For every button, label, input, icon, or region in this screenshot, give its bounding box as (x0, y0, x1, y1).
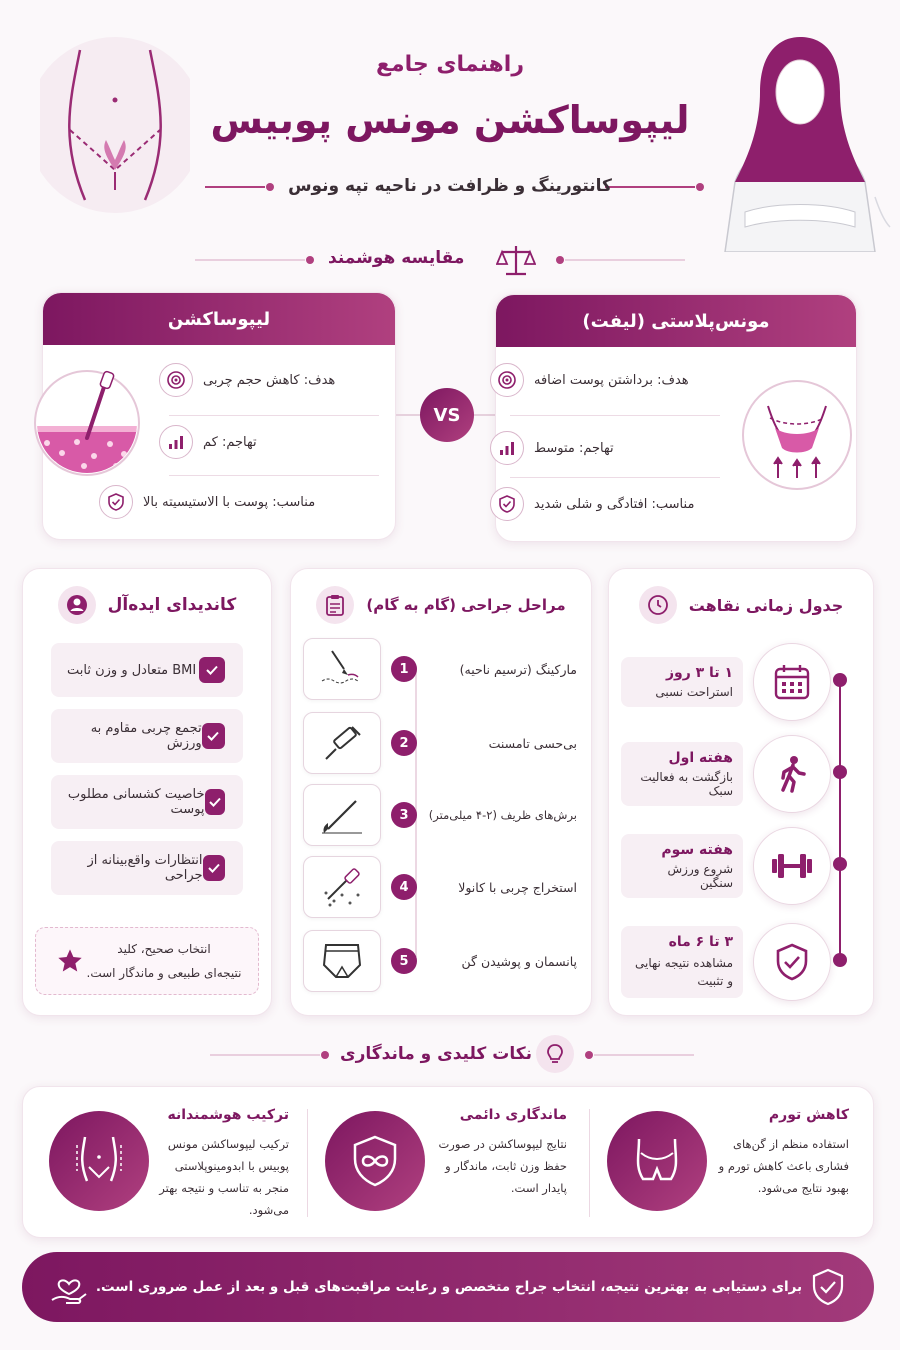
steps-header (291, 585, 591, 625)
check-icon (205, 789, 225, 815)
timeline-item-text: بازگشت به فعالیت سبک (640, 770, 733, 798)
candidate-item-label: خاصیت کشسانی مطلوب پوست (67, 787, 205, 817)
candidate-note-line2: نتیجه‌ای طبیعی و ماندگار است. (86, 966, 242, 980)
title-dot-right (585, 1051, 593, 1059)
tip-divider (307, 1109, 308, 1217)
title-line-left (195, 259, 305, 261)
garment-icon (303, 930, 381, 992)
title-line-right (594, 1054, 694, 1056)
shield-check-icon (753, 923, 831, 1001)
tip-title: ترکیب هوشمندانه (167, 1107, 289, 1123)
monsplasty-suitable: مناسب: افتادگی و شلی شدید (534, 496, 695, 512)
syringe-icon (303, 712, 381, 774)
step-text: برش‌های ظریف (۲-۴ میلی‌متر) (428, 808, 577, 822)
tip-item (31, 1087, 301, 1237)
step-text: مارکینگ (ترسیم ناحیه) (459, 661, 577, 677)
calendar-icon (753, 643, 831, 721)
lift-abdomen-icon (740, 378, 854, 492)
monsplasty-suitable-row (490, 487, 720, 521)
title-line-right (565, 259, 685, 261)
clock-icon (639, 586, 677, 624)
candidate-item-label: BMI متعادل و وزن ثابت (67, 662, 197, 678)
step-number: 4 (391, 874, 417, 900)
step-text: پانسمان و پوشیدن گن (461, 953, 577, 969)
timeline-card (608, 568, 874, 1016)
footer-text: برای دستیابی به بهترین نتیجه، انتخاب جراح متخصص و رعایت مراقبت‌های قبل و بعد از عمل ضروری است. (95, 1279, 803, 1295)
candidate-item-label: تجمع چربی مقاوم به ورزش (90, 721, 202, 751)
check-icon (203, 855, 225, 881)
monsplasty-invasiveness-row (490, 431, 720, 465)
hand-heart-icon (48, 1266, 90, 1308)
check-icon (199, 657, 225, 683)
cannula-icon (303, 856, 381, 918)
shield-check-icon (808, 1267, 848, 1307)
timeline-header (609, 585, 873, 625)
step-text: بی‌حسی تامسنت (488, 735, 577, 751)
title-dot-left (306, 256, 314, 264)
timeline-item (621, 825, 831, 907)
step-number: 5 (391, 948, 417, 974)
header-subtitle: کانتورینگ و ظرافت در ناحیه تپه ونوس (288, 176, 612, 196)
lightbulb-icon (536, 1035, 574, 1073)
timeline-item-title: ۳ تا ۶ ماه (668, 934, 733, 950)
star-icon (56, 947, 84, 975)
divider (510, 415, 720, 416)
tip-item (593, 1087, 863, 1237)
timeline-item (621, 733, 831, 815)
candidate-note (35, 927, 259, 995)
timeline-item-text: استراحت نسبی (655, 685, 733, 699)
target-icon (490, 363, 524, 397)
liposuction-suitable-row (99, 485, 379, 519)
tip-text: ترکیب لیپوساکشن مونس پوبیس با ابدومینوپلاستی منجر به تناسب و نتیجه بهتر می‌شود. (159, 1137, 289, 1217)
subtitle-divider-left (205, 186, 265, 188)
liposuction-invasiveness: تهاجم: کم (203, 434, 257, 450)
timeline-item-text: شروع ورزش سنگین (667, 862, 733, 890)
monsplasty-goal: هدف: برداشتن پوست اضافه (534, 372, 689, 388)
step-text: استخراج چربی با کانولا (458, 879, 577, 895)
user-icon (58, 586, 96, 624)
doctor-illustration-icon (705, 22, 895, 252)
candidate-note-line1: انتخاب صحیح، کلید (117, 942, 211, 956)
monsplasty-card-title: مونس‌پلاستی (لیفت) (496, 295, 856, 347)
step-item (303, 855, 577, 919)
monsplasty-goal-row (490, 363, 720, 397)
step-item (303, 783, 577, 847)
tips-card (22, 1086, 874, 1238)
liposuction-goal-row (159, 363, 379, 397)
title-dot-right (556, 256, 564, 264)
timeline-line (839, 679, 841, 961)
timeline-item-title: ۱ تا ۳ روز (665, 665, 733, 681)
header (0, 0, 900, 245)
timeline-item-text: مشاهده نتیجه نهایی و تثبیت (635, 956, 733, 988)
scale-icon (496, 240, 536, 280)
tip-item (311, 1087, 581, 1237)
fat-cannula-icon (32, 368, 142, 478)
hips-icon (607, 1111, 707, 1211)
candidate-card (22, 568, 272, 1016)
check-icon (202, 723, 225, 749)
marker-icon (303, 638, 381, 700)
timeline-dot (833, 953, 847, 967)
tip-text: نتایج لیپوساکشن در صورت حفظ وزن ثابت، ماندگار و پایدار است. (438, 1137, 567, 1195)
tips-title-row (0, 1032, 900, 1076)
tips-section-title: نکات کلیدی و ماندگاری (340, 1044, 532, 1064)
liposuction-invasiveness-row (159, 425, 379, 459)
vs-badge: VS (420, 388, 474, 442)
scalpel-icon (303, 784, 381, 846)
candidate-item-label: انتظارات واقع‌بینانه از جراحی (87, 853, 203, 883)
steps-title: مراحل جراحی (گام به گام) (366, 596, 566, 614)
page-title: لیپوساکشن مونس پوبیس (210, 98, 690, 142)
title-line-left (210, 1054, 320, 1056)
timeline-item-title: هفته اول (668, 750, 733, 766)
timeline-dot (833, 765, 847, 779)
walking-icon (753, 735, 831, 813)
bar-level-icon (159, 425, 193, 459)
footer-banner (22, 1252, 874, 1322)
step-item (303, 711, 577, 775)
header-kicker: راهنمای جامع (375, 52, 525, 77)
timeline-item (621, 919, 831, 1005)
timeline-dot (833, 673, 847, 687)
dumbbell-icon (753, 827, 831, 905)
liposuction-card-title: لیپوساکشن (43, 293, 395, 345)
title-dot-left (321, 1051, 329, 1059)
tip-title: کاهش تورم (768, 1107, 849, 1123)
candidate-item (51, 643, 243, 697)
tip-divider (589, 1109, 590, 1217)
step-number: 2 (391, 730, 417, 756)
timeline-title: جدول زمانی نقاهت (688, 595, 844, 615)
divider (169, 415, 379, 416)
shield-check-icon (99, 485, 133, 519)
step-number: 1 (391, 656, 417, 682)
candidate-header (23, 585, 271, 625)
comparison-title-row (0, 238, 900, 282)
step-item (303, 929, 577, 993)
monsplasty-invasiveness: تهاجم: متوسط (534, 440, 614, 456)
comparison-section-title: مقایسه هوشمند (328, 248, 465, 268)
tip-text: استفاده منظم از گن‌های فشاری باعث کاهش تورم و بهبود نتایج می‌شود. (718, 1137, 849, 1195)
steps-card (290, 568, 592, 1016)
body-contour-icon (49, 1111, 149, 1211)
candidate-item (51, 709, 243, 763)
clipboard-icon (316, 586, 354, 624)
step-number: 3 (391, 802, 417, 828)
timeline-item-title: هفته سوم (661, 842, 733, 858)
timeline-item (621, 641, 831, 723)
shield-check-icon (490, 487, 524, 521)
candidate-item (51, 775, 243, 829)
liposuction-suitable: مناسب: پوست با الاستیسیته بالا (143, 494, 316, 510)
subtitle-dot-left (266, 183, 274, 191)
divider (169, 475, 379, 476)
candidate-item (51, 841, 243, 895)
target-icon (159, 363, 193, 397)
bar-level-icon (490, 431, 524, 465)
infinity-shield-icon (325, 1111, 425, 1211)
step-item (303, 637, 577, 701)
candidate-title: کاندیدای ایده‌آل (107, 595, 237, 615)
liposuction-goal: هدف: کاهش حجم چربی (203, 372, 336, 388)
tip-title: ماندگاری دائمی (459, 1107, 567, 1123)
timeline-dot (833, 857, 847, 871)
divider (510, 477, 720, 478)
